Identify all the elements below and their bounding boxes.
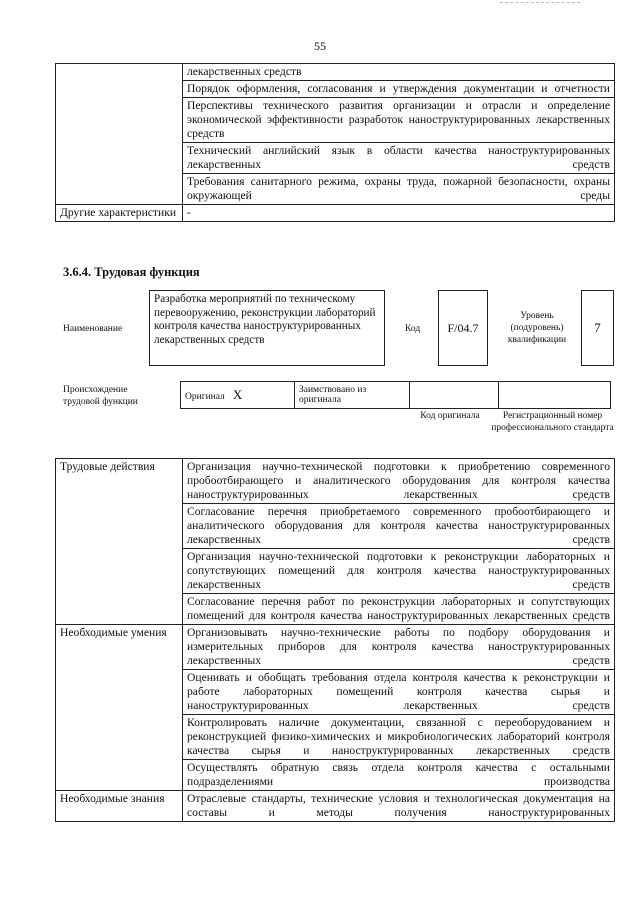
section-title: 3.6.4. Трудовая функция: [63, 265, 200, 279]
table-row: [56, 205, 615, 222]
row-label: Необходимые знания: [56, 791, 183, 822]
origin-label: Происхождение трудовой функции: [63, 385, 138, 407]
table-cell: Оценивать и обобщать требования отдела контроля качества к реконструкции и работе лабораторных помещений контроля качества сырья и наноструктурированных лекарственных средств: [183, 670, 615, 715]
borrowed-label: Заимствовано из оригинала: [295, 382, 410, 409]
row-label: Необходимые умения: [56, 625, 183, 791]
function-name-box: Разработка мероприятий по техническому перевооружению, реконструкции лабораторий контроля качества наноструктурированных лекарственных средств: [149, 290, 385, 366]
original-mark: X: [232, 387, 243, 402]
top-characteristics-table: [55, 63, 615, 222]
table-row: [56, 459, 615, 504]
scan-artifact: [500, 2, 580, 3]
code-value-box: F/04.7: [438, 290, 488, 366]
origin-original-cell: [181, 382, 295, 409]
table-cell: Технический английский язык в области качества наноструктурированных лекарственных средств: [183, 143, 615, 174]
reg-caption: Регистрационный номер профессионального стандарта: [491, 411, 614, 433]
page-number: 55: [314, 39, 326, 53]
code-label: Код: [405, 324, 421, 334]
original-label: Оригинал: [185, 392, 225, 402]
table-cell: -: [183, 205, 615, 222]
table-row: [56, 64, 615, 81]
level-label: Уровень (подуровень) квалификации: [507, 311, 567, 345]
code-caption: Код оригинала: [420, 411, 480, 421]
reg-number-cell: [499, 382, 611, 409]
table-cell: Отраслевые стандарты, технические условия и технологическая документация на составы и методы получения наноструктурированных: [183, 791, 615, 822]
table-cell: Организация научно-технической подготовки к реконструкции лабораторных и сопутствующих помещений для контроля качества наноструктурированных лекарственных средств: [183, 549, 615, 594]
table-cell: Организация научно-технической подготовки к приобретению современного пробоотбирающего и аналитического оборудования для контроля качества наноструктурированных лекарственных средств: [183, 459, 615, 504]
table-cell: Осуществлять обратную связь отдела контроля качества с остальными подразделениями производства: [183, 760, 615, 791]
table-row: [56, 791, 615, 822]
table-cell: Контролировать наличие документации, связанной с переоборудованием и реконструкцией физико-химических и микробиологических лабораторий контроля качества сырья и наноструктурированных лекарственных средств: [183, 715, 615, 760]
table-cell: Требования санитарного режима, охраны труда, пожарной безопасности, охраны окружающей среды: [183, 174, 615, 205]
row-label: Другие характеристики: [56, 205, 183, 222]
origin-table: [180, 381, 611, 409]
table-cell: Согласование перечня приобретаемого современного пробоотбирающего и аналитического оборудования для контроля качества наноструктурированных лекарственных средств: [183, 504, 615, 549]
table-row: [56, 625, 615, 670]
table-cell: Порядок оформления, согласования и утверждения документации и отчетности: [183, 81, 615, 98]
table-cell: Организовывать научно-технические работы по подбору оборудования и измерительных приборов для контроля качества наноструктурированных лекарственных средств: [183, 625, 615, 670]
table-cell: Согласование перечня работ по реконструкции лабораторных и сопутствующих помещений для контроля качества наноструктурированных лекарственных средств: [183, 594, 615, 625]
row-label: [56, 64, 183, 205]
table-cell: Перспективы технического развития организации и отрасли и определение экономической эффективности разработок наноструктурированных лекарственных средств: [183, 98, 615, 143]
name-label: Наименование: [63, 324, 123, 334]
level-value-box: 7: [581, 290, 614, 366]
table-cell: лекарственных средств: [183, 64, 615, 81]
original-code-cell: [410, 382, 499, 409]
row-label: Трудовые действия: [56, 459, 183, 625]
main-function-table: [55, 458, 615, 822]
